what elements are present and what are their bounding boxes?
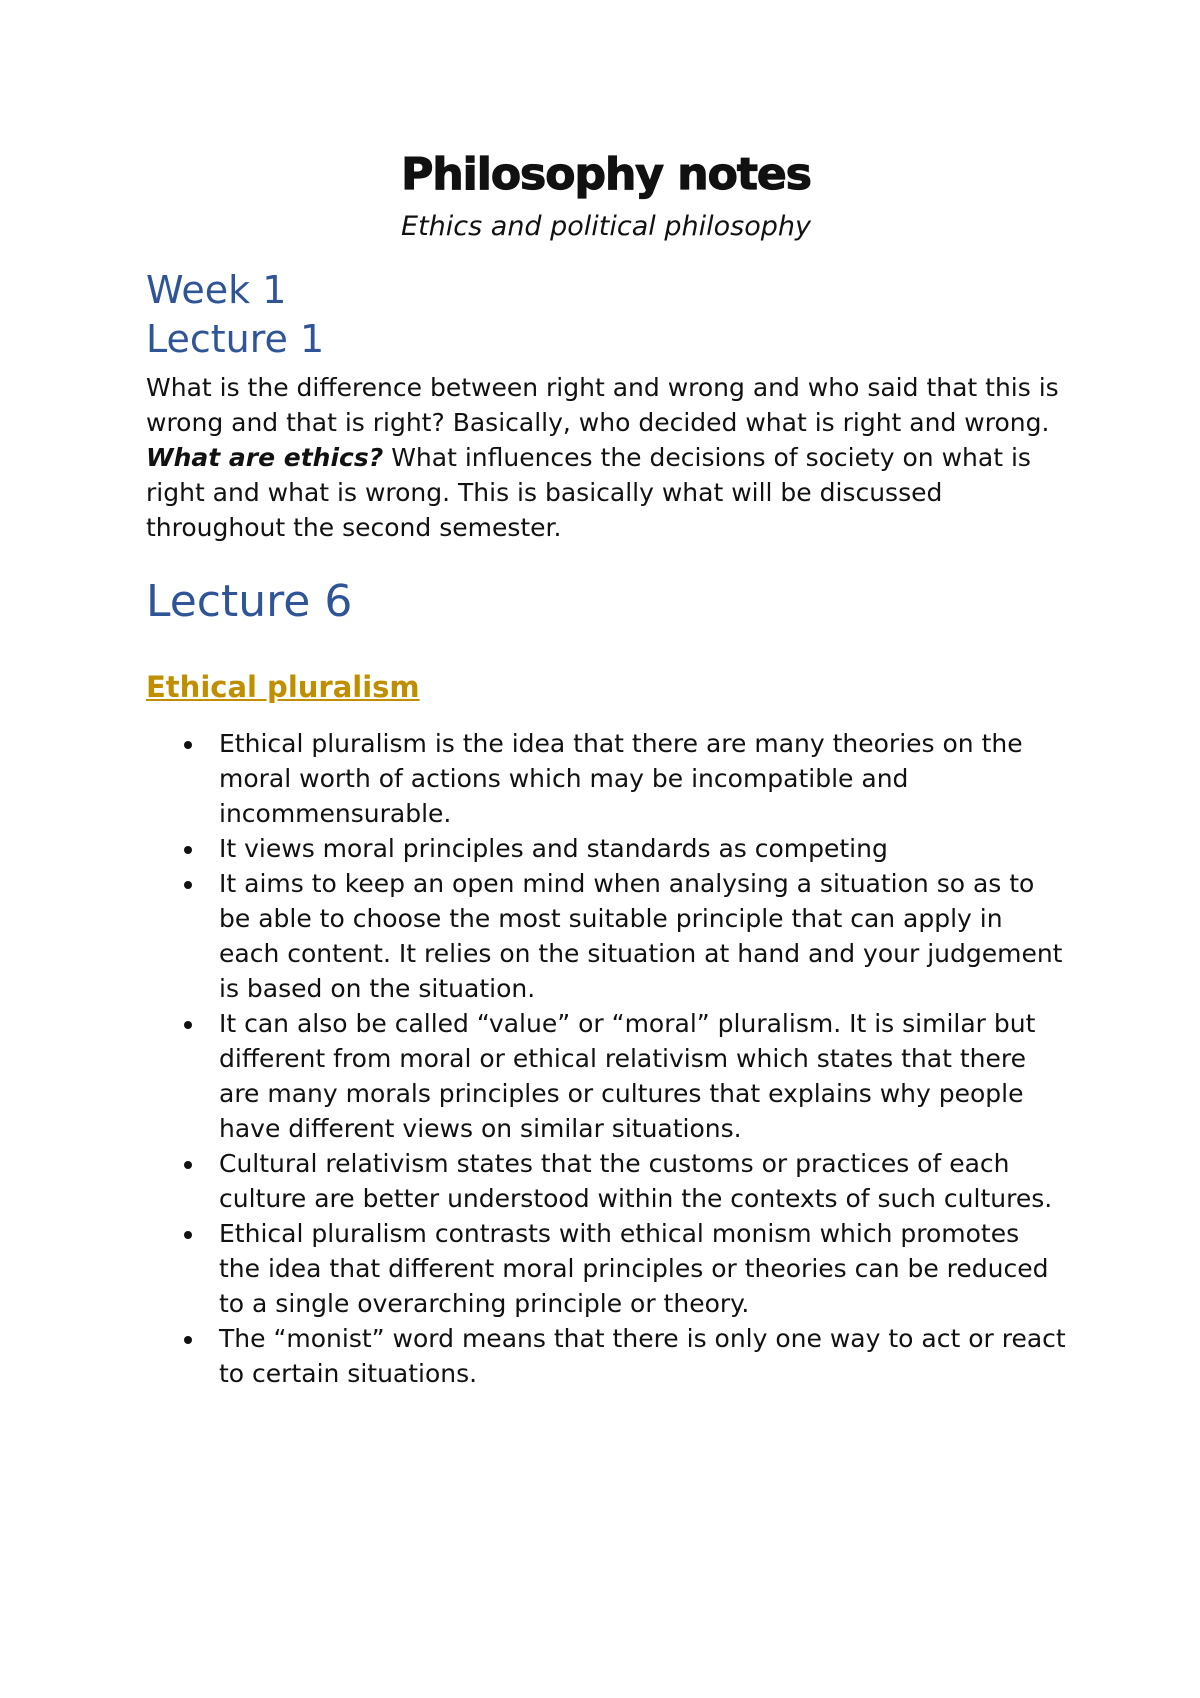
bullet-point-icon (184, 846, 192, 854)
lecture-6-heading: Lecture 6 (146, 576, 353, 628)
bullet-point-icon (184, 741, 192, 749)
bullet-text: The “monist” word means that there is only one way to act or react to certain situations. (219, 1324, 1066, 1389)
bullet-item (146, 1216, 1066, 1321)
bullet-text: It aims to keep an open mind when analysing a situation so as to be able to choose the most suitable principle that can apply in each content. It relies on the situation at hand and your judgement is based on the situation. (219, 869, 1063, 1004)
lecture-1-paragraph-part1: What is the difference between right and wrong and who said that this is wrong and that is right? Basically, who decided what is right and wrong. (146, 373, 1059, 438)
document-subtitle: Ethics and political philosophy (401, 210, 811, 242)
bullet-item (146, 866, 1066, 1006)
bullet-text: Cultural relativism states that the customs or practices of each culture are better understood within the contexts of such cultures. (219, 1149, 1053, 1214)
bullet-item (146, 726, 1066, 831)
bullet-point-icon (184, 1021, 192, 1029)
document-title: Philosophy notes (401, 149, 811, 200)
bullet-point-icon (184, 1161, 192, 1169)
lecture-1-paragraph-emphasis: What are ethics? (146, 443, 384, 473)
ethical-pluralism-section (146, 631, 1066, 707)
lecture-1-heading: Lecture 1 (146, 317, 325, 362)
bullet-text: It can also be called “value” or “moral” pluralism. It is similar but different from moral or ethical relativism which states that there are many morals principles or cultures that explains why people have different views on similar situations. (219, 1009, 1036, 1144)
bullet-point-icon (184, 881, 192, 889)
bullet-point-icon (184, 1336, 192, 1344)
ethical-pluralism-subheading: Ethical pluralism (146, 669, 420, 704)
ethical-pluralism-bullet-list (146, 726, 1066, 1391)
lecture-1-paragraph-part2: What influences the decisions of society on what is right and what is wrong. This is basically what will be discussed throughout the second semester. (146, 443, 1031, 543)
lecture-1-paragraph (146, 370, 1066, 545)
bullet-item (146, 831, 1066, 866)
bullet-text: Ethical pluralism contrasts with ethical monism which promotes the idea that different moral principles or theories can be reduced to a single overarching principle or theory. (219, 1219, 1049, 1319)
bullet-text: It views moral principles and standards as competing (219, 834, 888, 864)
bullet-text: Ethical pluralism is the idea that there are many theories on the moral worth of actions which may be incompatible and incommensurable. (219, 729, 1023, 829)
bullet-item (146, 1146, 1066, 1216)
bullet-item (146, 1006, 1066, 1146)
week-heading: Week 1 (146, 267, 287, 312)
bullet-point-icon (184, 1231, 192, 1239)
document-content (146, 150, 1066, 1391)
bullet-item (146, 1321, 1066, 1391)
